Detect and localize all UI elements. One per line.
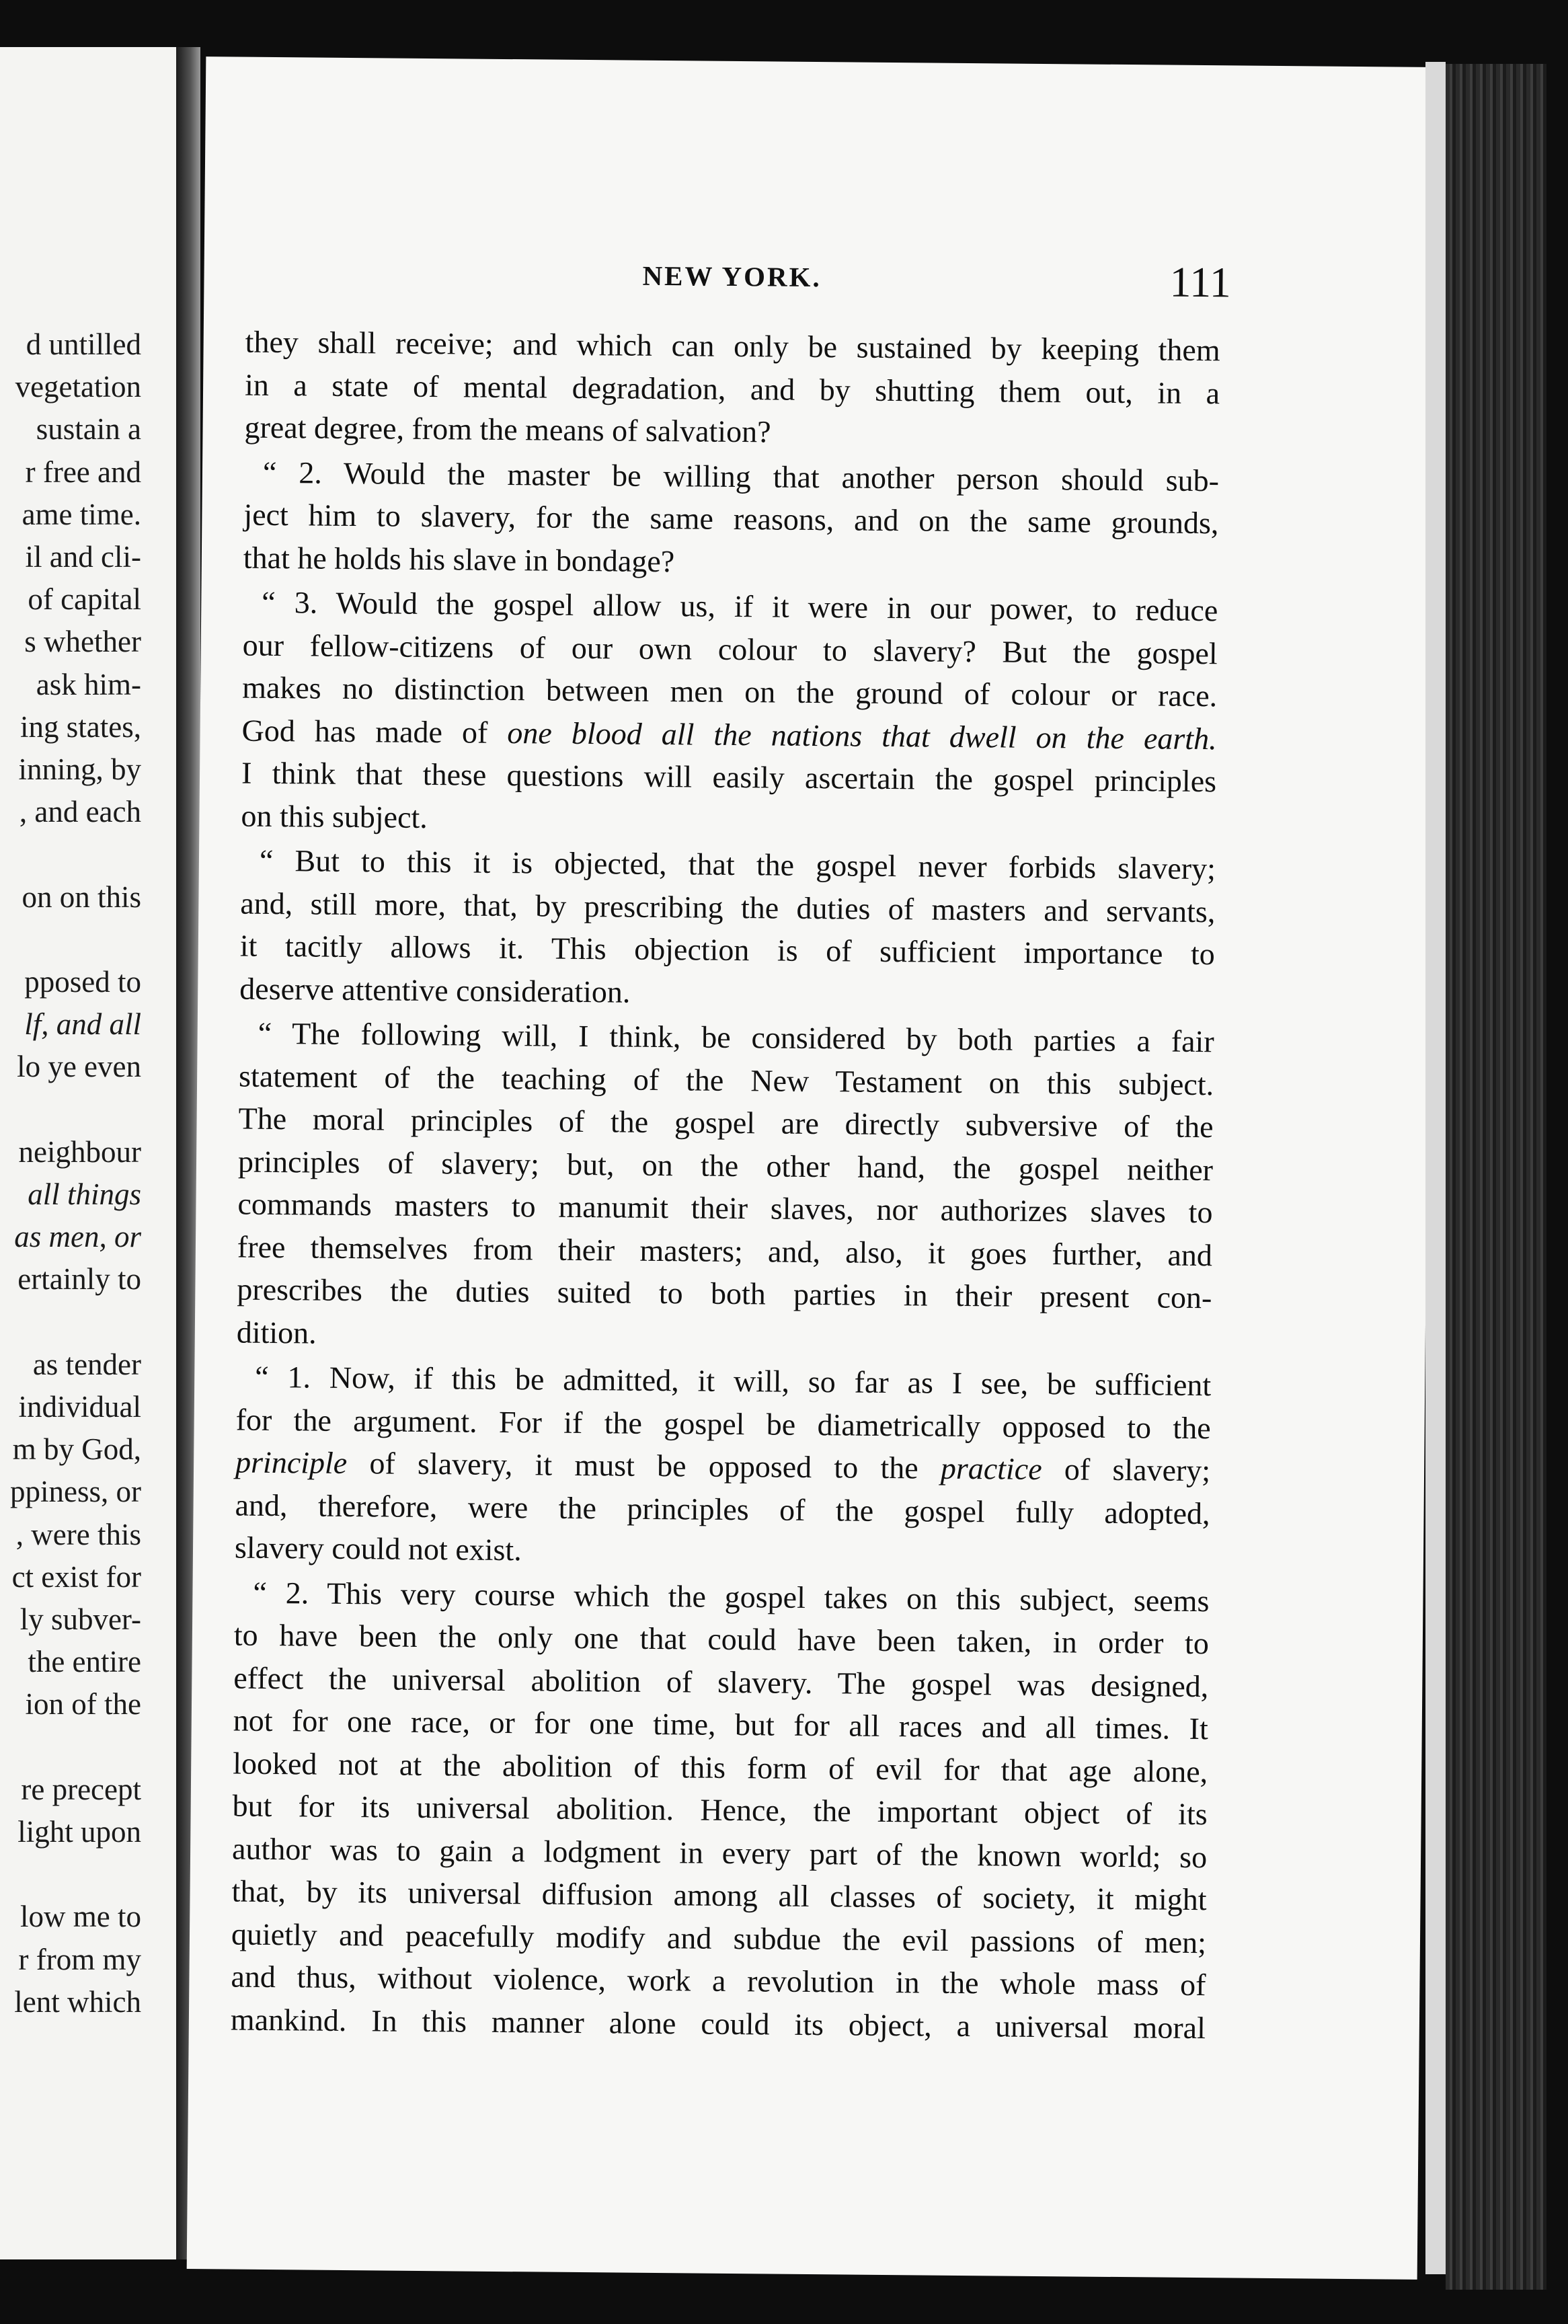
text-line: “ The following will, I think, be considered by both parties a fair bbox=[258, 1015, 1214, 1059]
text-line: “ 2. This very course which the gospel takes on this subject, seems bbox=[253, 1575, 1210, 1618]
facing-page-line: ct exist for bbox=[11, 1559, 141, 1594]
text-line: makes no distinction between men on the ground of colour or race. bbox=[241, 670, 1218, 713]
facing-page-line: lo ye even bbox=[17, 1050, 141, 1084]
text-line: I think that these questions will easily ascertain the gospel principles bbox=[241, 755, 1217, 799]
facing-page-line: the entire bbox=[28, 1645, 141, 1679]
text-line: not for one race, or for one time, but for all races and all times. It bbox=[233, 1703, 1208, 1746]
text-line: The moral principles of the gospel are directly subversive of the bbox=[238, 1101, 1214, 1145]
page-header bbox=[204, 249, 1435, 313]
facing-page-line: ly subver- bbox=[19, 1602, 141, 1636]
text-line: and, still more, that, by prescribing the duties of masters and servants, bbox=[240, 886, 1216, 929]
book-page bbox=[187, 56, 1437, 2280]
text-line: they shall receive; and which can only be sustained by keeping them bbox=[245, 324, 1220, 368]
facing-page-line: ame time. bbox=[22, 497, 141, 531]
facing-page-line: s whether bbox=[24, 625, 141, 659]
text-line: “ 2. Would the master be willing that another person should sub- bbox=[262, 455, 1220, 498]
facing-page-line: r free and bbox=[25, 455, 141, 489]
facing-page-line: as tender bbox=[32, 1347, 141, 1381]
facing-page-line: of capital bbox=[28, 582, 141, 617]
facing-page-line: as men, or bbox=[14, 1220, 141, 1254]
facing-page-line: inning, by bbox=[18, 752, 141, 786]
text-line: great degree, from the means of salvation? bbox=[244, 410, 771, 449]
page-stack bbox=[1446, 64, 1546, 2290]
body-text bbox=[231, 321, 1220, 2050]
facing-page-line: re precept bbox=[21, 1772, 141, 1806]
italic-word: principle bbox=[235, 1444, 348, 1480]
text-line: statement of the teaching of the New Testament on this subject. bbox=[238, 1058, 1214, 1101]
facing-page-line: ppiness, or bbox=[10, 1475, 141, 1509]
text-line: dition. bbox=[236, 1315, 317, 1350]
facing-page-line: vegetation bbox=[15, 370, 141, 404]
italic-phrase: one blood all the nations that dwell on the earth. bbox=[507, 715, 1217, 756]
text-span: God has made of bbox=[241, 713, 508, 750]
text-line: ject him to slavery, for the same reasons, and on the same grounds, bbox=[243, 497, 1219, 541]
text-line: to have been the only one that could have been taken, in order to bbox=[233, 1617, 1210, 1661]
facing-page-line: low me to bbox=[20, 1900, 141, 1934]
facing-page-line: m by God, bbox=[12, 1432, 141, 1467]
facing-page-line: , and each bbox=[19, 795, 141, 829]
facing-page-line: light upon bbox=[17, 1815, 141, 1849]
text-line: author was to gain a lodgment in every part of the known world; so bbox=[231, 1831, 1208, 1874]
facing-page-line: , were this bbox=[15, 1517, 141, 1551]
facing-page-line: ion of the bbox=[25, 1687, 141, 1721]
facing-page-line: all things bbox=[28, 1177, 141, 1211]
text-line: free themselves from their masters; and, also, it goes further, and bbox=[237, 1229, 1213, 1272]
text-line: mankind. In this manner alone could its object, a universal moral bbox=[230, 2002, 1206, 2045]
text-line: and thus, without violence, work a revolution in the whole mass of bbox=[231, 1959, 1206, 2003]
text-line-with-italic bbox=[235, 1441, 1210, 1492]
running-head: NEW YORK. bbox=[642, 260, 822, 293]
text-line: looked not at the abolition of this form of evil for that age alone, bbox=[233, 1746, 1208, 1789]
facing-page-line: individual bbox=[18, 1390, 141, 1424]
text-line: effect the universal abolition of slavery. The gospel was designed, bbox=[233, 1660, 1209, 1703]
text-line: commands masters to manumit their slaves, nor authorizes slaves to bbox=[237, 1186, 1213, 1230]
text-line: “ 1. Now, if this be admitted, it will, so far as I see, be sufficient bbox=[255, 1359, 1212, 1403]
facing-page-line: neighbour bbox=[18, 1134, 141, 1169]
facing-page-line: sustain a bbox=[36, 412, 141, 447]
facing-page-line: ask him- bbox=[36, 667, 141, 701]
text-line: our fellow-citizens of our own colour to slavery? But the gospel bbox=[242, 627, 1218, 670]
text-line: prescribes the duties suited to both parties in their present con- bbox=[237, 1272, 1212, 1315]
italic-word: practice bbox=[940, 1450, 1042, 1487]
facing-page bbox=[0, 47, 178, 2259]
text-line: deserve attentive consideration. bbox=[239, 971, 631, 1009]
facing-page-line: ing states, bbox=[20, 709, 141, 744]
page-number: 111 bbox=[1169, 258, 1232, 307]
text-line: that he holds his slave in bondage? bbox=[243, 540, 675, 578]
text-line: “ But to this it is objected, that the gospel never forbids slavery; bbox=[259, 843, 1216, 886]
text-line: for the argument. For if the gospel be diametrically opposed to the bbox=[235, 1402, 1211, 1445]
page-edge bbox=[1425, 62, 1446, 2274]
facing-page-line: d untilled bbox=[26, 327, 141, 361]
text-line: and, therefore, were the principles of the gospel fully adopted, bbox=[235, 1487, 1210, 1531]
text-line: on this subject. bbox=[241, 798, 428, 835]
text-span: of slavery; bbox=[1042, 1452, 1211, 1488]
text-line: it tacitly allows it. This objection is of sufficient importance to bbox=[239, 928, 1216, 972]
text-line: principles of slavery; but, on the other hand, the gospel neither bbox=[237, 1144, 1214, 1187]
text-line: but for its universal abolition. Hence, the important object of its bbox=[232, 1788, 1208, 1832]
facing-page-line: lent which bbox=[14, 1984, 141, 2019]
facing-page-line: r from my bbox=[18, 1942, 141, 1976]
text-line: that, by its universal diffusion among all classes of society, it might bbox=[231, 1873, 1207, 1917]
text-line: in a state of mental degradation, and by shutting them out, in a bbox=[244, 367, 1220, 410]
facing-page-line: ertainly to bbox=[17, 1262, 141, 1296]
text-line: quietly and peacefully modify and subdue the evil passions of men; bbox=[231, 1916, 1207, 1960]
text-span: of slavery, it must be opposed to the bbox=[347, 1445, 941, 1485]
facing-page-line: il and cli- bbox=[25, 540, 141, 574]
facing-page-line: lf, and all bbox=[24, 1007, 141, 1042]
text-line: slavery could not exist. bbox=[234, 1530, 522, 1567]
facing-page-line: on on this bbox=[22, 880, 141, 914]
facing-page-line: pposed to bbox=[24, 965, 141, 999]
text-line: “ 3. Would the gospel allow us, if it were in our power, to reduce bbox=[262, 584, 1218, 628]
